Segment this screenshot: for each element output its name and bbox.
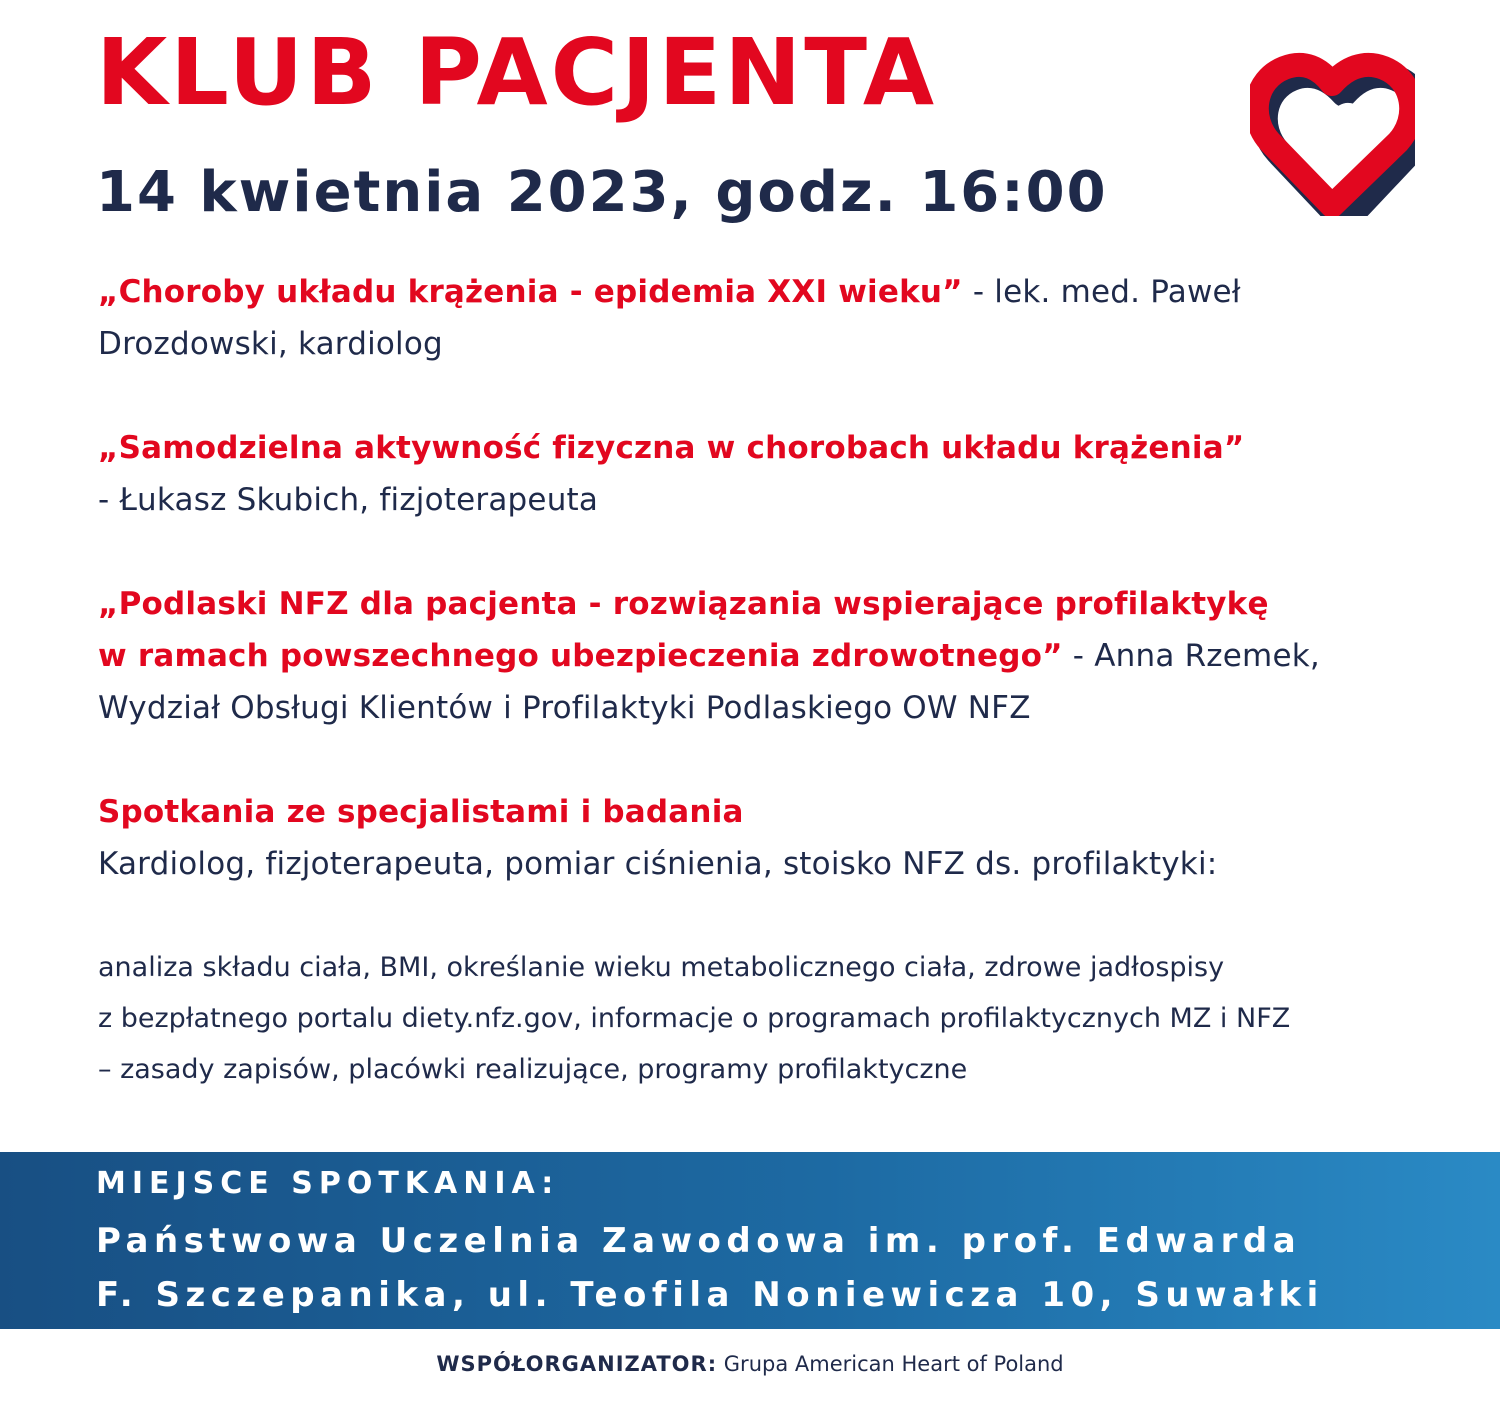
talk-3-title-line2: w ramach powszechnego ubezpieczenia zdrowotnego” — [98, 638, 1063, 674]
talk-1-speaker-cont: Drozdowski, kardiolog — [98, 326, 443, 362]
co-organizer-name: Grupa American Heart of Poland — [717, 1352, 1064, 1376]
talk-1 — [98, 266, 1488, 370]
details-line-2: z bezpłatnego portalu diety.nfz.gov, informacje o programach profilaktycznych MZ i NFZ — [98, 1003, 1291, 1034]
venue-address-line2: F. Szczepanika, ul. Teofila Noniewicza 10, Suwałki — [96, 1275, 1324, 1315]
co-organizer — [0, 1352, 1500, 1376]
specialists-section — [98, 786, 1488, 890]
talk-2 — [98, 422, 1488, 526]
heart-logo-icon — [1250, 46, 1415, 216]
event-title: KLUB PACJENTA — [96, 19, 938, 126]
talk-1-title: „Choroby układu krążenia - epidemia XXI wieku” — [98, 274, 963, 310]
details-line-3: – zasady zapisów, placówki realizujące, programy profilaktyczne — [98, 1054, 968, 1085]
talk-3-speaker-cont: Wydział Obsługi Klientów i Profilaktyki Podlaskiego OW NFZ — [98, 690, 1031, 726]
talk-3-title-line1: „Podlaski NFZ dla pacjenta - rozwiązania wspierające profilaktykę — [98, 586, 1269, 622]
specialists-heading: Spotkania ze specjalistami i badania — [98, 794, 744, 830]
event-date: 14 kwietnia 2023, godz. 16:00 — [96, 160, 1108, 225]
venue-address — [96, 1214, 1324, 1322]
talk-2-title: „Samodzielna aktywność fizyczna w chorobach układu krążenia” — [98, 430, 1245, 466]
details-line-1: analiza składu ciała, BMI, określanie wieku metabolicznego ciała, zdrowe jadłospisy — [98, 952, 1225, 983]
venue-label: MIEJSCE SPOTKANIA: — [96, 1166, 560, 1201]
venue-address-line1: Państwowa Uczelnia Zawodowa im. prof. Edwarda — [96, 1221, 1302, 1261]
venue-banner — [0, 1152, 1500, 1329]
talk-1-speaker: - lek. med. Paweł — [962, 274, 1241, 310]
talk-2-speaker: - Łukasz Skubich, fizjoterapeuta — [98, 482, 599, 518]
talk-3-speaker: - Anna Rzemek, — [1062, 638, 1320, 674]
talk-3 — [98, 578, 1488, 734]
co-organizer-label: WSPÓŁORGANIZATOR: — [436, 1352, 718, 1376]
specialists-text: Kardiolog, fizjoterapeuta, pomiar ciśnienia, stoisko NFZ ds. profilaktyki: — [98, 846, 1218, 882]
program-content — [98, 266, 1488, 1095]
